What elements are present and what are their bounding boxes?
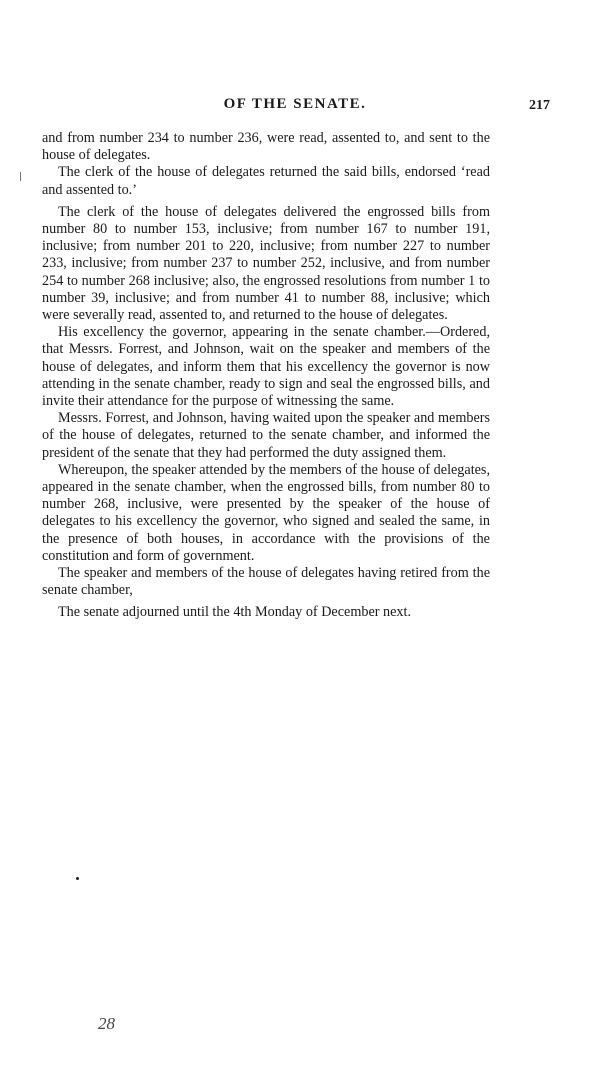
page-header bbox=[40, 96, 550, 120]
paragraph-clerk-returned: The clerk of the house of delegates returned the said bills, endorsed ‘read and assented to.’ bbox=[42, 164, 490, 198]
margin-mark bbox=[20, 172, 21, 181]
paragraph-engrossed-bills: The clerk of the house of delegates delivered the engrossed bills from number 80 to number 153, inclusive; from number 167 to number 191, inclusive; from number 201 to 220, inclusive; from number 227 to number 233, inclusive; from number 237 to number 252, inclusive, and from number 254 to number 268 inclusive; also, the engrossed resolutions from number 1 to number 39, inclusive; and from number 41 to number 88, inclusive; which were severally read, assented to, and returned to the house of delegates. bbox=[42, 203, 490, 324]
paragraph-adjournment: The senate adjourned until the 4th Monday of December next. bbox=[58, 604, 411, 621]
stray-ink-dot bbox=[76, 877, 79, 880]
body-text bbox=[42, 130, 490, 622]
running-head: OF THE SENATE. bbox=[223, 96, 367, 112]
signature-mark: 28 bbox=[98, 1014, 115, 1033]
paragraph-messengers-returned: Messrs. Forrest, and Johnson, having waited upon the speaker and members of the house of delegates, returned to the senate chamber, and informed the president of the senate that they had performed the duty assigned them. bbox=[42, 410, 490, 461]
paragraph-bills-signed: Whereupon, the speaker attended by the members of the house of delegates, appeared in the senate chamber, when the engrossed bills, from number 80 to number 268, inclusive, were presented by the speaker of the house of delegates to his excellency the governor, who signed and sealed the same, in the presence of both houses, in accordance with the provisions of the constitution and form of government. bbox=[42, 461, 490, 564]
paragraph-continuation: and from number 234 to number 236, were read, assented to, and sent to the house of delegates. bbox=[42, 130, 490, 164]
paragraph-governor-appearing: His excellency the governor, appearing in the senate chamber.—Ordered, that Messrs. Forrest, and Johnson, wait on the speaker and members of the house of delegates, and inform them that his excellency the governor is now attending in the senate chamber, ready to sign and seal the engrossed bills, and invite their attendance for the purpose of witnessing the same. bbox=[42, 324, 490, 410]
paragraph-delegates-retired: The speaker and members of the house of delegates having retired from the senate chamber, bbox=[42, 565, 490, 599]
page-number: 217 bbox=[529, 98, 550, 113]
